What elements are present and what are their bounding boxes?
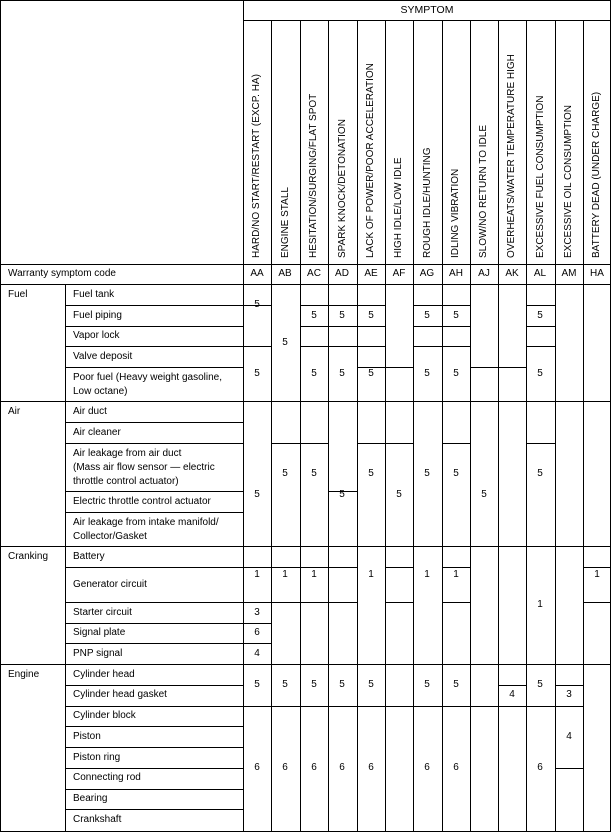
component-connecting-rod: Connecting rod — [73, 772, 141, 783]
value-cell: 5 — [339, 368, 345, 379]
component-cylinder-block: Cylinder block — [73, 710, 136, 721]
symptom-name-al: EXCESSIVE FUEL CONSUMPTION — [535, 95, 546, 258]
component-valve-deposit: Valve deposit — [73, 351, 133, 362]
component-air-duct: Air duct — [73, 406, 107, 417]
value-cell: 5 — [368, 679, 374, 690]
value-cell: 6 — [254, 627, 260, 638]
value-cell: 5 — [254, 368, 260, 379]
value-cell: 1 — [282, 569, 288, 580]
component-pnp-signal: PNP signal — [73, 648, 123, 659]
symptom-name-am: EXCESSIVE OIL CONSUMPTION — [563, 105, 574, 258]
symptom-name-ak: OVERHEATS/WATER TEMPERATURE HIGH — [506, 54, 517, 258]
value-cell: 5 — [424, 468, 430, 479]
symptom-code-ad: AD — [335, 268, 349, 279]
value-cell: 4 — [509, 689, 515, 700]
value-cell: 5 — [339, 489, 345, 500]
symptom-code-ah: AH — [449, 268, 463, 279]
symptom-code-am: AM — [561, 268, 577, 279]
system-label-fuel: Fuel — [8, 289, 28, 300]
component-piston-ring: Piston ring — [73, 752, 121, 763]
value-cell: 5 — [311, 310, 317, 321]
system-label-engine: Engine — [8, 669, 40, 680]
component-starter-circuit: Starter circuit — [73, 607, 132, 618]
value-cell: 5 — [339, 679, 345, 690]
value-cell: 5 — [311, 468, 317, 479]
component-vapor-lock: Vapor lock — [73, 330, 120, 341]
value-cell: 6 — [311, 762, 317, 773]
component-bearing: Bearing — [73, 793, 108, 804]
value-cell: 5 — [311, 679, 317, 690]
symptom-code-ag: AG — [419, 268, 435, 279]
component-cylinder-head-gasket: Cylinder head gasket — [73, 689, 167, 700]
value-cell: 3 — [254, 607, 260, 618]
component-air-leakage-duct-line-1: Air leakage from air duct — [73, 448, 182, 459]
value-cell: 5 — [282, 337, 288, 348]
value-cell: 5 — [254, 489, 260, 500]
component-crankshaft: Crankshaft — [73, 814, 122, 825]
value-cell: 6 — [282, 762, 288, 773]
symptom-code-af: AF — [392, 268, 406, 279]
warranty-code-label: Warranty symptom code — [8, 268, 116, 279]
value-cell: 3 — [566, 689, 572, 700]
symptom-code-aj: AJ — [478, 268, 490, 279]
component-fuel-tank: Fuel tank — [73, 289, 115, 300]
value-cell: 5 — [396, 489, 402, 500]
symptom-code-ac: AC — [307, 268, 321, 279]
symptom-name-aa: HARD/NO START/RESTART (EXCP. HA) — [251, 74, 262, 258]
symptom-name-af: HIGH IDLE/LOW IDLE — [393, 157, 404, 258]
component-air-leakage-manifold-line-2: Collector/Gasket — [73, 531, 147, 542]
value-cell: 1 — [424, 569, 430, 580]
value-cell: 5 — [282, 679, 288, 690]
value-cell: 1 — [311, 569, 317, 580]
value-cell: 5 — [537, 368, 543, 379]
component-battery: Battery — [73, 551, 105, 562]
symptom-code-ab: AB — [278, 268, 292, 279]
value-cell: 6 — [424, 762, 430, 773]
value-cell: 5 — [254, 679, 260, 690]
component-air-leakage-duct-line-3: throttle control actuator) — [73, 476, 179, 487]
value-cell: 5 — [254, 299, 260, 310]
symptom-name-ac: HESITATION/SURGING/FLAT SPOT — [308, 93, 319, 258]
symptom-code-ae: AE — [364, 268, 378, 279]
component-generator-circuit: Generator circuit — [73, 579, 147, 590]
value-cell: 5 — [368, 310, 374, 321]
value-cell: 5 — [368, 368, 374, 379]
value-cell: 6 — [368, 762, 374, 773]
symptom-name-ag: ROUGH IDLE/HUNTING — [422, 147, 433, 258]
value-cell: 5 — [453, 310, 459, 321]
symptom-code-aa: AA — [250, 268, 264, 279]
value-cell: 6 — [254, 762, 260, 773]
component-fuel-piping: Fuel piping — [73, 310, 122, 321]
value-cell: 5 — [368, 468, 374, 479]
component-air-leakage-duct-line-2: (Mass air flow sensor — electric — [73, 462, 215, 473]
value-cell: 6 — [537, 762, 543, 773]
symptom-name-ab: ENGINE STALL — [280, 187, 291, 258]
component-poor-fuel-line-2: Low octane) — [73, 386, 128, 397]
value-cell: 5 — [311, 368, 317, 379]
symptom-code-al: AL — [533, 268, 547, 279]
value-cell: 4 — [566, 731, 572, 742]
value-cell: 6 — [453, 762, 459, 773]
value-cell: 5 — [424, 679, 430, 690]
value-cell: 5 — [282, 468, 288, 479]
symptom-name-ae: LACK OF POWER/POOR ACCELERATION — [365, 63, 376, 258]
component-air-leakage-manifold-line-1: Air leakage from intake manifold/ — [73, 517, 219, 528]
value-cell: 5 — [339, 310, 345, 321]
value-cell: 5 — [537, 468, 543, 479]
value-cell: 1 — [254, 569, 260, 580]
system-label-cranking: Cranking — [8, 551, 49, 562]
component-cylinder-head: Cylinder head — [73, 669, 135, 680]
value-cell: 1 — [368, 569, 374, 580]
value-cell: 5 — [424, 310, 430, 321]
value-cell: 5 — [481, 489, 487, 500]
symptom-name-ad: SPARK KNOCK/DETONATION — [337, 119, 348, 258]
symptom-name-ah: IDLING VIBRATION — [450, 168, 461, 258]
value-cell: 5 — [453, 468, 459, 479]
value-cell: 4 — [254, 648, 260, 659]
value-cell: 1 — [453, 569, 459, 580]
value-cell: 5 — [453, 368, 459, 379]
symptom-name-aj: SLOW/NO RETURN TO IDLE — [478, 125, 489, 258]
symptom-name-ha: BATTERY DEAD (UNDER CHARGE) — [591, 91, 602, 258]
value-cell: 5 — [424, 368, 430, 379]
symptom-header: SYMPTOM — [400, 4, 454, 16]
value-cell: 5 — [537, 679, 543, 690]
value-cell: 5 — [453, 679, 459, 690]
component-throttle-actuator: Electric throttle control actuator — [73, 496, 211, 507]
value-cell: 5 — [537, 310, 543, 321]
component-piston: Piston — [73, 731, 101, 742]
component-air-cleaner: Air cleaner — [73, 427, 121, 438]
value-cell: 1 — [537, 599, 543, 610]
value-cell: 1 — [594, 569, 600, 580]
component-poor-fuel-line-1: Poor fuel (Heavy weight gasoline, — [73, 372, 222, 383]
component-signal-plate: Signal plate — [73, 627, 126, 638]
value-cell: 6 — [339, 762, 345, 773]
symptom-code-ha: HA — [590, 268, 604, 279]
symptom-code-ak: AK — [505, 268, 519, 279]
system-label-air: Air — [8, 406, 21, 417]
